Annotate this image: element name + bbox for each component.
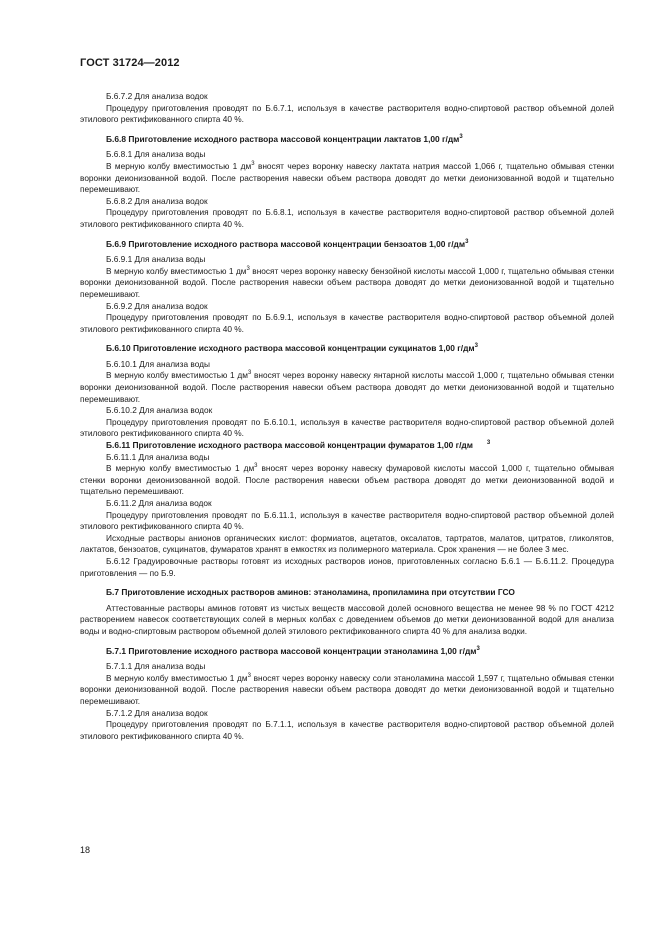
paragraph: Б.6.11.1 Для анализа воды xyxy=(106,451,210,462)
paragraph: Б.6.10.2 Для анализа водок xyxy=(106,405,213,416)
paragraph: Процедуру приготовления проводят по Б.6.9.1, используя в качестве растворителя водно-спиртовой раствор объемной долей этилового ректификованного спирта 40 %. xyxy=(80,312,614,334)
page-number: 18 xyxy=(80,845,91,855)
section-heading: Б.6.8 Приготовление исходного раствора массовой концентрации лактатов 1,00 $г/дм^3$ xyxy=(106,133,463,144)
paragraph: Б.6.8.1 Для анализа воды xyxy=(106,149,206,160)
paragraph: В мерную колбу вместимостью 1 $дм^3$ вносят через воронку навеску соли этаноламина массой 1,597 г, тщательно обмывая стенки воронки деионизованной водой. После растворения навески объем раствора доводят до метки деионизованной водой и тщательно перемешивают. xyxy=(80,672,614,706)
paragraph: Б.7.1.1 Для анализа воды xyxy=(106,661,206,672)
section-heading: Б.6.10 Приготовление исходного раствора массовой концентрации сукцинатов 1,00 $г/дм^3$ xyxy=(106,343,478,354)
paragraph: Б.6.7.2 Для анализа водок xyxy=(106,91,208,101)
paragraph: Процедуру приготовления проводят по Б.6.8.1, используя в качестве растворителя водно-спиртовой раствор объемной долей этилового ректификованного спирта 40 %. xyxy=(80,207,614,229)
paragraph: Б.6.9.1 Для анализа воды xyxy=(106,254,206,265)
section-heading: Б.7.1 Приготовление исходного раствора массовой концентрации этаноламина 1,00 $г/дм^3$ xyxy=(106,645,480,656)
paragraph: Б.7.1.2 Для анализа водок xyxy=(106,707,208,718)
paragraph: Исходные растворы анионов органических кислот: формиатов, ацетатов, оксалатов, тартратов, малатов, цитратов, гликолятов, лактатов, бензоатов, сукцинатов, фумаратов хранят в емкостях из полимерного материала. Срок хранения — не более 3 мес. xyxy=(80,532,614,555)
paragraph: Б.6.8.2 Для анализа водок xyxy=(106,195,208,206)
paragraph: Б.6.10.1 Для анализа воды xyxy=(106,358,210,369)
section-heading: Б.6.9 Приготовление исходного раствора массовой концентрации бензоатов 1,00 $г/дм^3$ xyxy=(106,238,469,249)
paragraph: Процедуру приготовления проводят по Б.7.1.1, используя в качестве растворителя водно-спиртовой раствор объемной долей этилового ректификованного спирта 40 %. xyxy=(80,719,614,741)
section-heading: Б.6.11 Приготовление исходного раствора массовой концентрации фумаратов 1,00 г/дм $^3$ xyxy=(106,440,491,451)
page-header: ГОСТ 31724—2012 xyxy=(80,57,180,69)
document-body xyxy=(80,91,614,742)
paragraph: В мерную колбу вместимостью 1 $дм^3$ вносят через воронку навеску янтарной кислоты массой 1,000 г, тщательно обмывая стенки воронки деионизованной водой. После растворения навески объем раствора доводят до метки деионизованной водой и тщательно перемешивают. xyxy=(80,370,614,404)
paragraph: Аттестованные растворы аминов готовят из чистых веществ массовой долей основного вещества не менее 98 % по ГОСТ 4212 растворением навесок соответствующих солей в мерных колбах с доведением объемов до метки деионизованной водой для анализа воды и водно-спиртовым раствором объемной долей этилового ректификованного спирта 40 % для анализа водки. xyxy=(80,602,614,636)
paragraph: Процедуру приготовления проводят по Б.6.11.1, используя в качестве растворителя водно-спиртовой раствор объемной долей этилового ректификованного спирта 40 %. xyxy=(80,509,614,532)
paragraph: Б.6.12 Градуировочные растворы готовят из исходных растворов ионов, приготовленных согласно Б.6.1 — Б.6.11.2. Процедура приготовления — по Б.9. xyxy=(80,555,614,578)
section-heading: Б.7 Приготовление исходных растворов аминов: этаноламина, пропиламина при отсутствии ГСО xyxy=(106,587,515,598)
paragraph: Б.6.9.2 Для анализа водок xyxy=(106,300,208,311)
paragraph: Процедуру приготовления проводят по Б.6.10.1, используя в качестве растворителя водно-спиртовой раствор объемной долей этилового ректификованного спирта 40 %. xyxy=(80,416,614,439)
paragraph: В мерную колбу вместимостью 1 $дм^3$ вносят через воронку навеску бензойной кислоты массой 1,000 г, тщательно обмывая стенки воронки деионизованной водой. После растворения навески объем раствора доводят до метки деионизованной водой и тщательно перемешивают. xyxy=(80,265,614,299)
paragraph: В мерную колбу вместимостью 1 $дм^3$ вносят через воронку навеску лактата натрия массой 1,066 г, тщательно обмывая стенки воронки деионизованной водой. После растворения навески объем раствора доводят до метки деионизованной водой и тщательно перемешивают. xyxy=(80,160,614,195)
paragraph: В мерную колбу вместимостью 1 $дм^3$ вносят через воронку навеску фумаровой кислоты массой 1,000 г, тщательно обмывая стенки воронки деионизованной водой. После растворения навески объем раствора доводят до метки деионизованной водой и тщательно перемешивают. xyxy=(80,463,614,497)
paragraph: Процедуру приготовления проводят по Б.6.7.1, используя в качестве растворителя водно-спиртовой раствор объемной долей этилового ректификованного спирта 40 %. xyxy=(80,102,614,125)
paragraph: Б.6.11.2 Для анализа водок xyxy=(106,498,212,508)
